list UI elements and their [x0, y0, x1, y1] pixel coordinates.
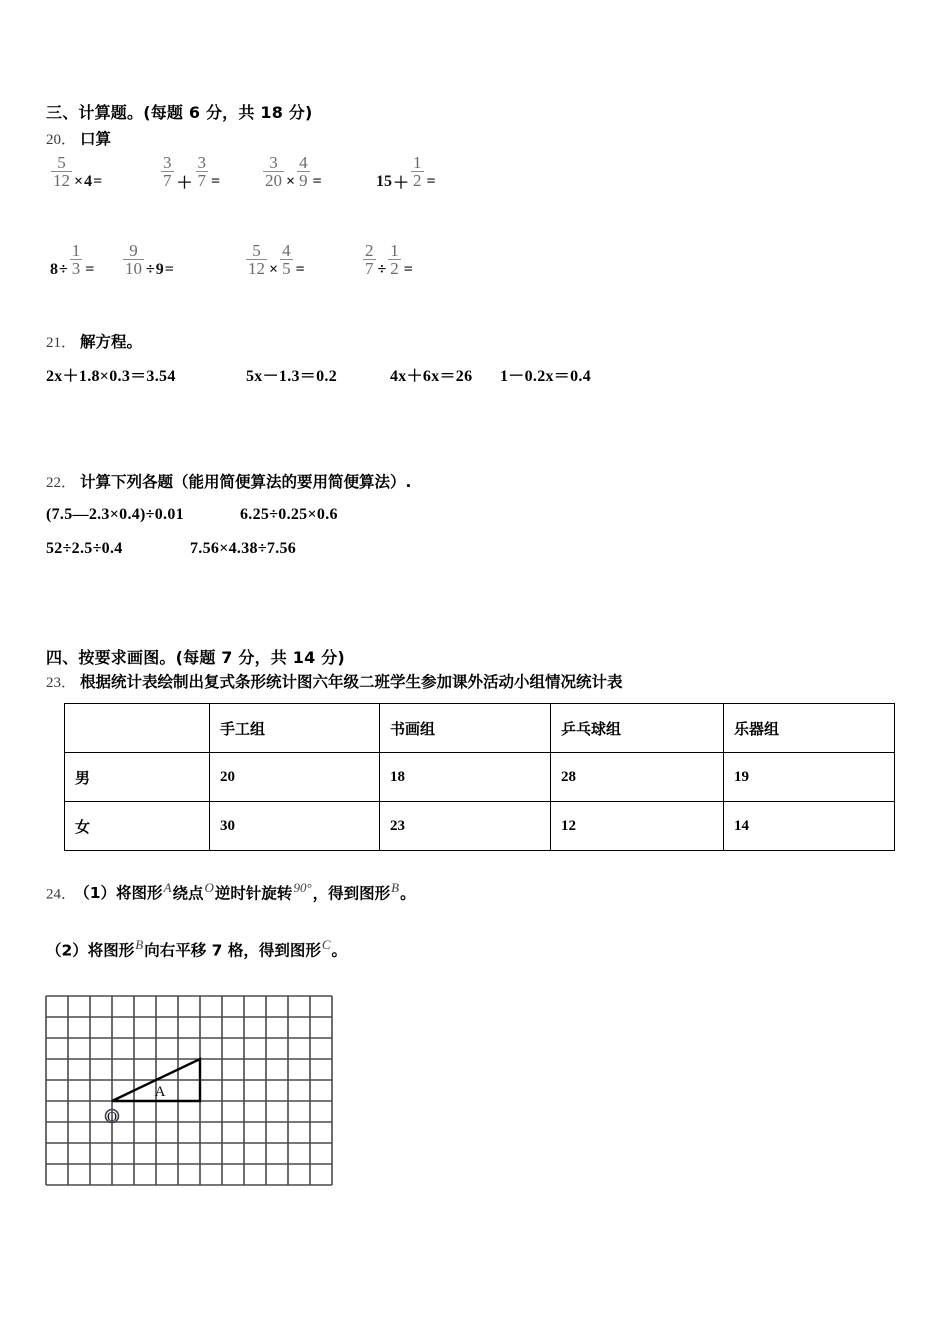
- fraction-denominator: 9: [299, 171, 308, 191]
- grid-lines: [46, 996, 332, 1185]
- fraction-denominator: 2: [413, 171, 422, 191]
- equals-sign: =: [295, 260, 305, 278]
- q24-part1-mid2: 逆时针旋转: [214, 884, 293, 903]
- q20-row2-item4: [362, 241, 415, 284]
- fraction-3-7-a: [161, 154, 174, 190]
- operator-divide: ÷: [59, 260, 68, 278]
- table-header-row: [65, 704, 895, 753]
- q24-part2-mid: 向右平移 7 格，得到图形: [144, 941, 321, 960]
- operator-times: ×: [286, 172, 296, 190]
- equals-sign: =: [426, 172, 436, 190]
- fraction-numerator: 5: [57, 153, 66, 172]
- q24-part1-suffix: 。: [400, 884, 416, 903]
- whole-number: 15: [376, 172, 392, 190]
- fraction-denominator: 2: [390, 259, 399, 279]
- row-label-male: 男: [65, 753, 210, 802]
- question-21-number: 21．: [46, 335, 77, 351]
- question-20-number: 20．: [46, 132, 77, 148]
- fraction-numerator: 1: [413, 153, 422, 172]
- point-o-label: O: [106, 1110, 118, 1125]
- table-corner-cell: [65, 704, 210, 753]
- question-24-part1: [46, 880, 416, 903]
- fraction-1-2: [411, 154, 424, 190]
- equals-sign: =: [211, 172, 221, 190]
- fraction-numerator: 3: [197, 153, 207, 172]
- q21-equation-1: 2x＋1.8×0.3＝3.54: [46, 368, 176, 385]
- q21-equation-2: 5x－1.3＝0.2: [246, 368, 337, 385]
- cell-male-handicraft: 20: [210, 753, 380, 802]
- q20-row2-item1: [50, 241, 96, 284]
- fraction-denominator: 7: [163, 171, 172, 191]
- q24-part1-mid1: 绕点: [172, 884, 204, 903]
- fraction-numerator: 3: [163, 153, 172, 172]
- q24-grid-figure: [42, 992, 342, 1197]
- question-22-number: 22．: [46, 475, 77, 491]
- section-4-heading: 四、按要求画图。(每题 7 分，共 14 分): [46, 648, 345, 667]
- operand: 9: [155, 260, 164, 278]
- fraction-denominator: 20: [265, 171, 282, 191]
- fraction-numerator: 9: [129, 241, 138, 260]
- equals-sign: =: [93, 172, 103, 190]
- table-header-calligraphy: 书画组: [380, 704, 551, 753]
- operand: 4: [84, 172, 93, 190]
- q24-part1-mid3: ，得到图形: [312, 884, 391, 903]
- table-header-pingpong: 乒乓球组: [551, 704, 724, 753]
- grid-svg: [42, 992, 342, 1192]
- section-3-heading: 三、计算题。(每题 6 分，共 18 分): [46, 103, 313, 122]
- fraction-9-10: [123, 242, 144, 278]
- q22-expression-1: (7.5—2.3×0.4)÷0.01: [46, 506, 184, 523]
- cell-male-calligraphy: 18: [380, 753, 551, 802]
- table-row: [65, 753, 895, 802]
- fraction-5-12: [51, 154, 72, 190]
- q22-expression-4: 7.56×4.38÷7.56: [190, 540, 297, 557]
- question-24-part2: [46, 937, 347, 960]
- question-21-header: [46, 330, 142, 352]
- question-23-title: 根据统计表绘制出复式条形统计图六年级二班学生参加课外活动小组情况统计表: [80, 673, 623, 691]
- cell-female-calligraphy: 23: [380, 802, 551, 851]
- question-20-header: [46, 127, 111, 149]
- fraction-2-7: [363, 242, 376, 278]
- fraction-numerator: 1: [390, 241, 399, 260]
- q20-row1-item2: [160, 153, 222, 196]
- fraction-numerator: 4: [299, 153, 308, 172]
- operator-plus: ＋: [393, 175, 410, 193]
- fraction-3-20: [263, 154, 284, 190]
- q22-expression-3: 52÷2.5÷0.4: [46, 540, 123, 557]
- q20-row1-item3: [262, 153, 324, 196]
- label-shape-a: A: [163, 880, 172, 895]
- equals-sign: =: [403, 260, 413, 278]
- label-shape-b-2: B: [135, 937, 144, 952]
- table-header-handicraft: 手工组: [210, 704, 380, 753]
- cell-female-handicraft: 30: [210, 802, 380, 851]
- equals-sign: =: [312, 172, 322, 190]
- question-22-title: 计算下列各题（能用简便算法的要用简便算法）.: [80, 473, 412, 491]
- label-point-o: O: [204, 880, 214, 895]
- operator-divide: ÷: [377, 260, 387, 278]
- label-shape-c: C: [321, 937, 331, 952]
- fraction-denominator: 12: [53, 171, 70, 191]
- row-label-female: 女: [65, 802, 210, 851]
- fraction-3-7-b: [196, 154, 209, 190]
- question-24-number: 24．: [46, 886, 77, 903]
- equals-sign: =: [85, 260, 95, 278]
- question-22-header: [46, 470, 411, 492]
- fraction-denominator: 7: [365, 259, 374, 279]
- question-20-title: 口算: [80, 130, 112, 148]
- equals-sign: =: [164, 260, 174, 278]
- q21-equation-4: 1－0.2x＝0.4: [500, 368, 591, 385]
- whole-number: 8: [50, 260, 58, 278]
- q20-row2-item3: [245, 241, 307, 284]
- fraction-4-5: [280, 242, 293, 278]
- fraction-numerator: 5: [252, 241, 261, 260]
- label-angle-90: 90°: [293, 880, 312, 895]
- fraction-5-12-b: [246, 242, 267, 278]
- question-23-header: [46, 670, 623, 692]
- fraction-4-9: [297, 154, 310, 190]
- label-shape-b: B: [391, 880, 400, 895]
- q21-equation-3: 4x＋6x＝26: [390, 368, 473, 385]
- q24-part1-prefix: （1）将图形: [82, 884, 163, 903]
- fraction-numerator: 2: [365, 241, 374, 260]
- q20-row1-item1: [50, 153, 103, 196]
- cell-female-instrument: 14: [724, 802, 895, 851]
- fraction-1-3: [70, 242, 83, 278]
- fraction-1-2-b: [388, 242, 401, 278]
- fraction-numerator: 3: [269, 153, 278, 172]
- fraction-numerator: 1: [71, 241, 81, 260]
- q22-expression-2: 6.25÷0.25×0.6: [240, 506, 338, 523]
- cell-male-pingpong: 28: [551, 753, 724, 802]
- question-21-title: 解方程。: [80, 333, 143, 351]
- shape-a-label: A: [154, 1084, 166, 1100]
- cell-female-pingpong: 12: [551, 802, 724, 851]
- q20-row1-item4: [376, 153, 438, 196]
- fraction-denominator: 5: [282, 259, 291, 279]
- operator-plus: ＋: [176, 175, 193, 193]
- operator-divide: ÷: [146, 260, 155, 278]
- cell-male-instrument: 19: [724, 753, 895, 802]
- fraction-denominator: 10: [125, 259, 142, 279]
- statistics-table: [64, 703, 895, 851]
- q20-row2-item2: [122, 241, 175, 284]
- operator-times: ×: [269, 260, 279, 278]
- question-23-number: 23．: [46, 675, 77, 691]
- table-header-instrument: 乐器组: [724, 704, 895, 753]
- operator-times: ×: [74, 172, 84, 190]
- q24-part2-suffix: 。: [331, 941, 348, 960]
- fraction-denominator: 3: [71, 259, 81, 279]
- q24-part2-prefix: （2）将图形: [46, 941, 135, 960]
- fraction-denominator: 12: [248, 259, 265, 279]
- fraction-numerator: 4: [282, 241, 291, 260]
- table-row: [65, 802, 895, 851]
- fraction-denominator: 7: [197, 171, 207, 191]
